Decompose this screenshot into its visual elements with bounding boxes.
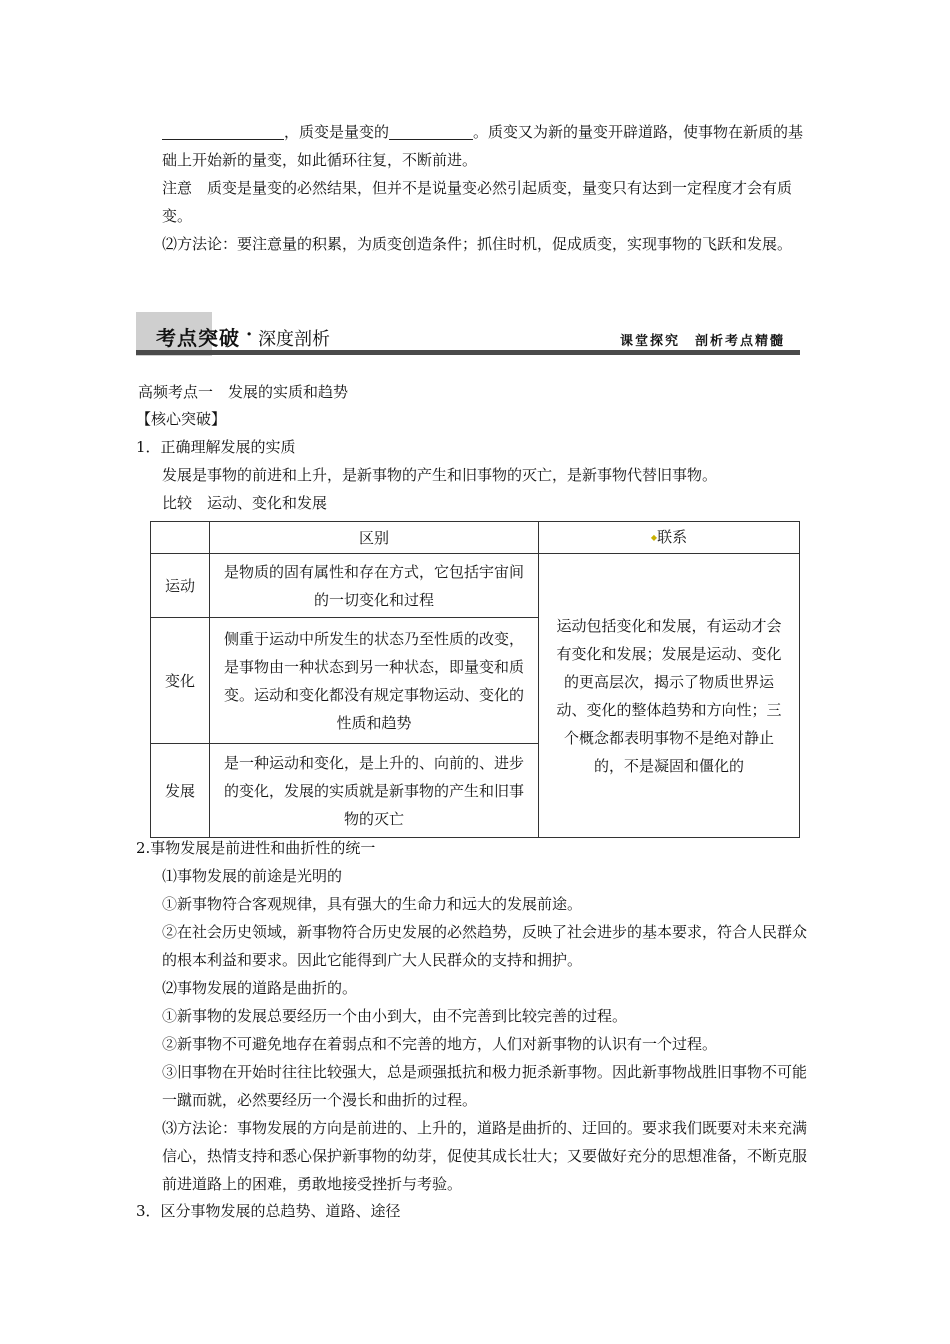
- fill-blank[interactable]: [389, 121, 473, 140]
- item2-p1-b: ②在社会历史领域，新事物符合历史发展的必然趋势，反映了社会进步的基本要求，符合人民群众的根本利益和要求。因此它能得到广大人民群众的支持和拥护。: [162, 923, 808, 969]
- section-title: 考点突破: [156, 326, 240, 350]
- row-name-change: 变化: [151, 618, 210, 744]
- intro-paragraph: [162, 118, 814, 174]
- item2-p1-a: ①新事物符合客观规律，具有强大的生命力和远大的发展前途。: [162, 895, 583, 913]
- table-header-empty: [151, 522, 210, 554]
- compare-label: 比较 运动、变化和发展: [162, 494, 328, 512]
- item2-p2-b: ②新事物不可避免地存在着弱点和不完善的地方，人们对新事物的认识有一个过程。: [162, 1035, 718, 1053]
- intro-text-b: 。质变又为新的量变开辟道路，使事物在新质的基础上开始新的量变，如此循环往复，不断前进。: [162, 123, 804, 169]
- item2-p2-c: ③旧事物在开始时往往比较强大，总是顽强抵抗和极力扼杀新事物。因此新事物战胜旧事物不可能一蹴而就，必然要经历一个漫长和曲折的过程。: [162, 1063, 808, 1109]
- table-row: [151, 554, 800, 618]
- row-name-motion: 运动: [151, 554, 210, 618]
- row-diff-development: 是一种运动和变化，是上升的、向前的、进步的变化，发展的实质就是新事物的产生和旧事物的灭亡: [210, 744, 539, 838]
- item2-p2-title: ⑵事物发展的道路是曲折的。: [162, 979, 358, 997]
- item1-body: 发展是事物的前进和上升，是新事物的产生和旧事物的灭亡，是新事物代替旧事物。: [162, 466, 718, 484]
- item2-title: 2.事物发展是前进性和曲折性的统一: [136, 839, 376, 857]
- intro-text-a: ，质变是量变的: [284, 123, 390, 141]
- table-header-diff: 区别: [210, 522, 539, 554]
- table-header-link: ◆联系: [539, 522, 800, 554]
- item1-title: 1．正确理解发展的实质: [136, 438, 296, 456]
- section-right-caption: 课堂探究 剖析考点精髓: [620, 334, 786, 349]
- item2-p3: ⑶方法论：事物发展的方向是前进的、上升的，道路是曲折的、迂回的。要求我们既要对未来充满信心，热情支持和悉心保护新事物的幼芽，促使其成长壮大；又要做好充分的思想准备，不断克服前进道路上的困难，勇敢地接受挫折与考验。: [162, 1119, 808, 1193]
- note-paragraph: 注意 质变是量变的必然结果，但并不是说量变必然引起质变，量变只有达到一定程度才会有质变。: [162, 179, 793, 225]
- row-diff-motion: 是物质的固有属性和存在方式，它包括宇宙间的一切变化和过程: [210, 554, 539, 618]
- section-dot: ·: [246, 324, 253, 345]
- table-header-row: [151, 522, 800, 554]
- item2-p1-title: ⑴事物发展的前途是光明的: [162, 867, 343, 885]
- row-name-development: 发展: [151, 744, 210, 838]
- link-cell: 运动包括变化和发展，有运动才会有变化和发展；发展是运动、变化的更高层次，揭示了物质世界运动、变化的整体趋势和方向性；三个概念都表明事物不是绝对静止的，不是凝固和僵化的: [539, 554, 800, 838]
- comparison-table: [150, 521, 800, 838]
- item3-title: 3．区分事物发展的总趋势、道路、途径: [136, 1202, 401, 1220]
- item2-p2-a: ①新事物的发展总要经历一个由小到大，由不完善到比较完善的过程。: [162, 1007, 628, 1025]
- section-subtitle: 深度剖析: [258, 329, 330, 350]
- row-diff-change: 侧重于运动中所发生的状态乃至性质的改变，是事物由一种状态到另一种状态，即量变和质变。运动和变化都没有规定事物运动、变化的性质和趋势: [210, 618, 539, 744]
- topic-title: 高频考点一 发展的实质和趋势: [138, 383, 349, 401]
- fill-blank[interactable]: [162, 121, 284, 140]
- core-label: 【核心突破】: [136, 410, 227, 428]
- method-paragraph: ⑵方法论：要注意量的积累，为质变创造条件；抓住时机，促成质变，实现事物的飞跃和发展。: [162, 235, 793, 253]
